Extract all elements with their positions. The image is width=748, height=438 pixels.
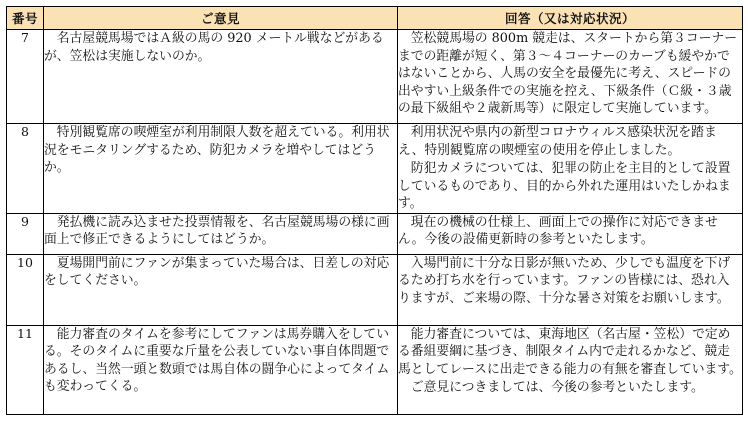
row-number: 9 <box>7 213 44 254</box>
opinion-text: 名古屋競馬場ではＡ級の馬の 920 メートル戦などがあるが、笠松は実施しないのか。 <box>44 31 384 64</box>
opinion-text: 能力審査のタイムを参考にしてファンは馬券購入をしている。そのタイムに重要な斤量を公表していない事自体問題であるし、当然一頭と数頭では馬自体の闘争心によってタイムも変わってくる。 <box>44 326 390 394</box>
row-number: 11 <box>7 325 44 414</box>
row-number: 7 <box>7 30 44 124</box>
answer-cell <box>398 30 743 124</box>
opinion-text: 発払機に読み込ませた投票情報を、名古屋競馬場の様に画面上で修正できるようにしてはどうか。 <box>44 214 390 247</box>
answer-cell <box>398 254 743 325</box>
answer-text: 利用状況や県内の新型コロナウィルス感染状況を踏まえ、特別観覧席の喫煙室の使用を停止しました。 <box>398 125 717 158</box>
answer-cell <box>398 325 743 414</box>
row-number: 10 <box>7 254 44 325</box>
opinion-cell <box>44 30 398 124</box>
table-row <box>7 124 743 214</box>
answer-text: 能力審査については、東海地区（名古屋・笠松）で定める番組要綱に基づき、制限タイム内で走れるかなど、競走馬としてレースに出走できる能力の有無を審査しています。 <box>398 326 742 377</box>
opinion-cell <box>44 124 398 214</box>
answer-text: 入場門前に十分な日影が無いため、少しでも温度を下げるため打ち水を行っています。ファンの皆様には、恐れ入りますが、ご来場の際、十分な暑さ対策をお願いします。 <box>398 255 731 306</box>
table-row <box>7 213 743 254</box>
opinion-text: 夏場開門前にファンが集まっていた場合は、日差しの対応をしてください。 <box>44 255 390 288</box>
header-number: 番号 <box>7 7 44 30</box>
header-answer: 回答（又は対応状況） <box>398 7 743 30</box>
row-number: 8 <box>7 124 44 214</box>
header-opinion: ご意見 <box>44 7 398 30</box>
table-row <box>7 254 743 325</box>
opinion-cell <box>44 254 398 325</box>
answer-cell <box>398 213 743 254</box>
opinion-text: 特別観覧席の喫煙室が利用制限人数を超えている。利用状況をモニタリングするため、防犯カメラを増やしてはどうか。 <box>44 125 390 175</box>
opinion-cell <box>44 325 398 414</box>
answer-text: 現在の機械の仕様上、画面上での操作に対応できません。今後の設備更新時の参考といたします。 <box>398 214 718 247</box>
answer-text: 笠松競馬場の 800m 競走は、スタートから第３コーナーまでの距離が短く、第３～４コーナーのカーブも緩やかではないことから、人馬の安全を最優先に考え、スピードの出やすい上級条件での実施を控え、下級条件（Ｃ級・３歳の最下級組や２歳新馬等）に限定して実施しています。 <box>398 31 738 116</box>
header-row <box>7 7 743 30</box>
answer-text: ご意見につきましては、今後の参考といたします。 <box>410 380 704 395</box>
opinion-cell <box>44 213 398 254</box>
table-row <box>7 325 743 414</box>
table-row <box>7 30 743 124</box>
answer-cell <box>398 124 743 214</box>
answer-text: 防犯カメラについては、犯罪の防止を主目的として設置しているものであり、目的から外れた運用はいたしかねます。 <box>398 161 731 211</box>
opinion-answer-table <box>6 6 743 415</box>
